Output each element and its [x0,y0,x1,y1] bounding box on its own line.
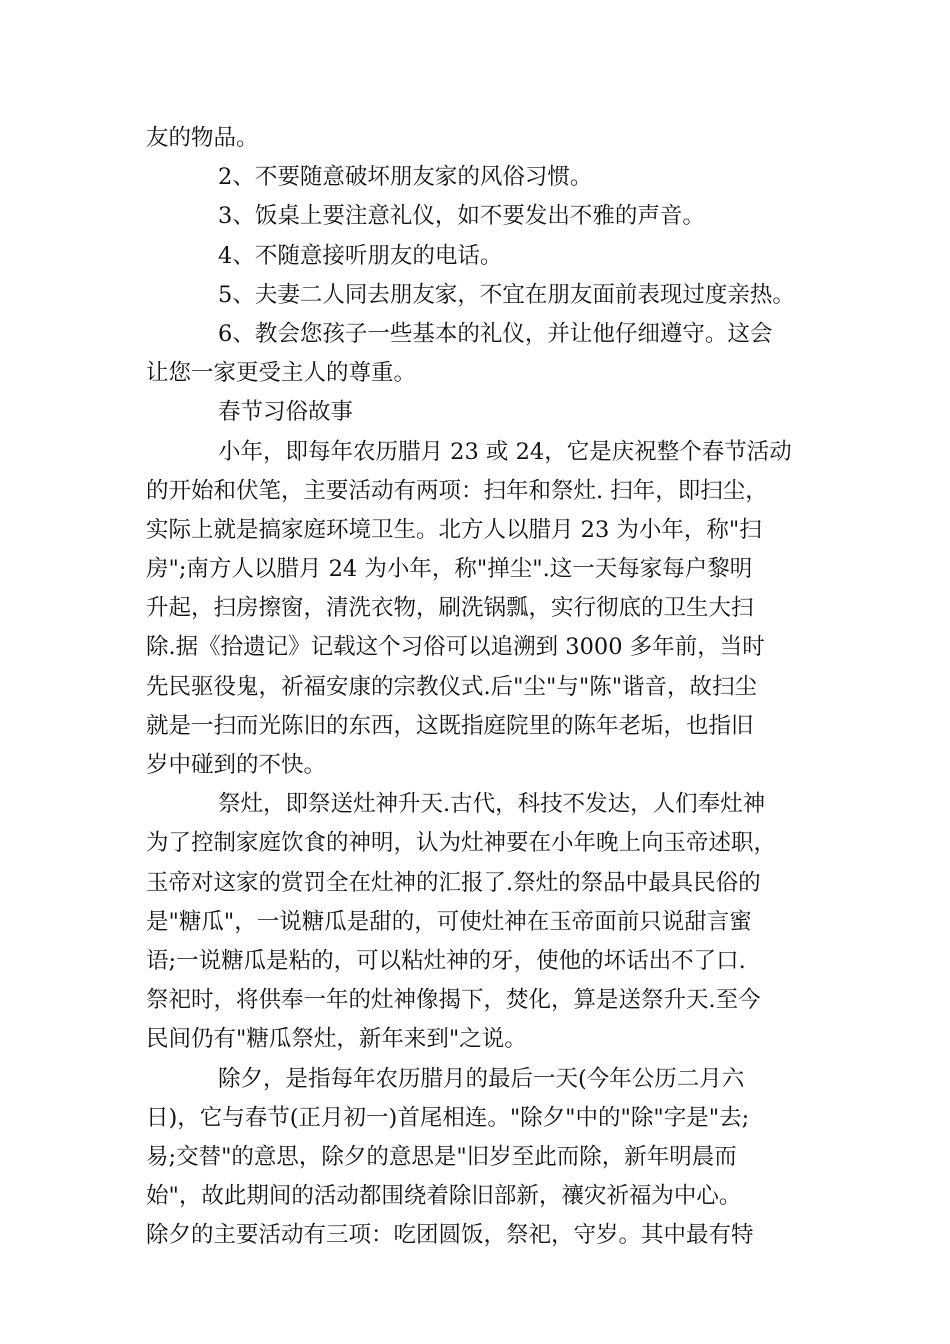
text-line: 民间仍有"糖瓜祭灶，新年来到"之说。 [146,1026,527,1053]
text-line: 小年，即每年农历腊月 23 或 24，它是庆祝整个春节活动 [218,438,792,465]
text-line: 5、夫妻二人同去朋友家，不宜在朋友面前表现过度亲热。 [218,281,795,308]
text-line: 先民驱役鬼，祈福安康的宗教仪式.后"尘"与"陈"谐音，故扫尘 [146,673,758,700]
text-line: 就是一扫而光陈旧的东西，这既指庭院里的陈年老垢，也指旧 [146,712,754,739]
text-line: 友的物品。 [146,125,259,151]
text-line: 让您一家更受主人的尊重。 [146,360,417,387]
text-line: 始"，故此期间的活动都围绕着除旧部新，禳灾祈福为中心。 [146,1183,742,1210]
text-line: 升起，扫房擦窗，清洗衣物，刷洗锅瓢，实行彻底的卫生大扫 [146,595,754,622]
text-line: 日)，它与春节(正月初一)首尾相连。"除夕"中的"除"字是"去; [146,1104,750,1131]
document-body [146,119,826,1255]
text-line: 祭灶，即祭送灶神升天.古代，科技不发达，人们奉灶神 [218,791,766,818]
text-line: 3、饭桌上要注意礼仪，如不要发出不雅的声音。 [218,203,705,230]
text-line: 2、不要随意破坏朋友家的风俗习惯。 [218,164,593,191]
text-line: 房";南方人以腊月 24 为小年，称"掸尘".这一天每家每户黎明 [146,556,753,583]
section-heading: 春节习俗故事 [218,399,354,426]
text-line: 是"糖瓜"，一说糖瓜是甜的，可使灶神在玉帝面前只说甜言蜜 [146,908,752,935]
text-line: 易;交替"的意思，除夕的意思是"旧岁至此而除，新年明晨而 [146,1143,737,1170]
text-line: 为了控制家庭饮食的神明，认为灶神要在小年晚上向玉帝述职， [146,830,777,857]
text-line: 6、教会您孩子一些基本的礼仪，并让他仔细遵守。这会 [218,320,773,347]
text-line: 的开始和伏笔，主要活动有两项：扫年和祭灶. 扫年，即扫尘， [146,477,768,504]
text-line: 实际上就是搞家庭环境卫生。北方人以腊月 23 为小年，称"扫 [146,516,762,543]
text-line: 语;一说糖瓜是粘的，可以粘灶神的牙，使他的坏话出不了口. [146,947,746,974]
text-line: 除.据《拾遗记》记载这个习俗可以追溯到 3000 多年前，当时 [146,634,765,661]
text-line: 除夕的主要活动有三项：吃团圆饭，祭祀，守岁。其中最有特 [146,1222,754,1249]
text-line: 岁中碰到的不快。 [146,752,327,778]
text-line: 祭祀时，将供奉一年的灶神像揭下，焚化，算是送祭升天.至今 [146,987,761,1014]
text-line: 除夕，是指每年农历腊月的最后一天(今年公历二月六 [218,1065,745,1092]
text-line: 4、不随意接听朋友的电话。 [218,242,503,269]
text-line: 玉帝对这家的赏罚全在灶神的汇报了.祭灶的祭品中最具民俗的 [146,869,761,896]
